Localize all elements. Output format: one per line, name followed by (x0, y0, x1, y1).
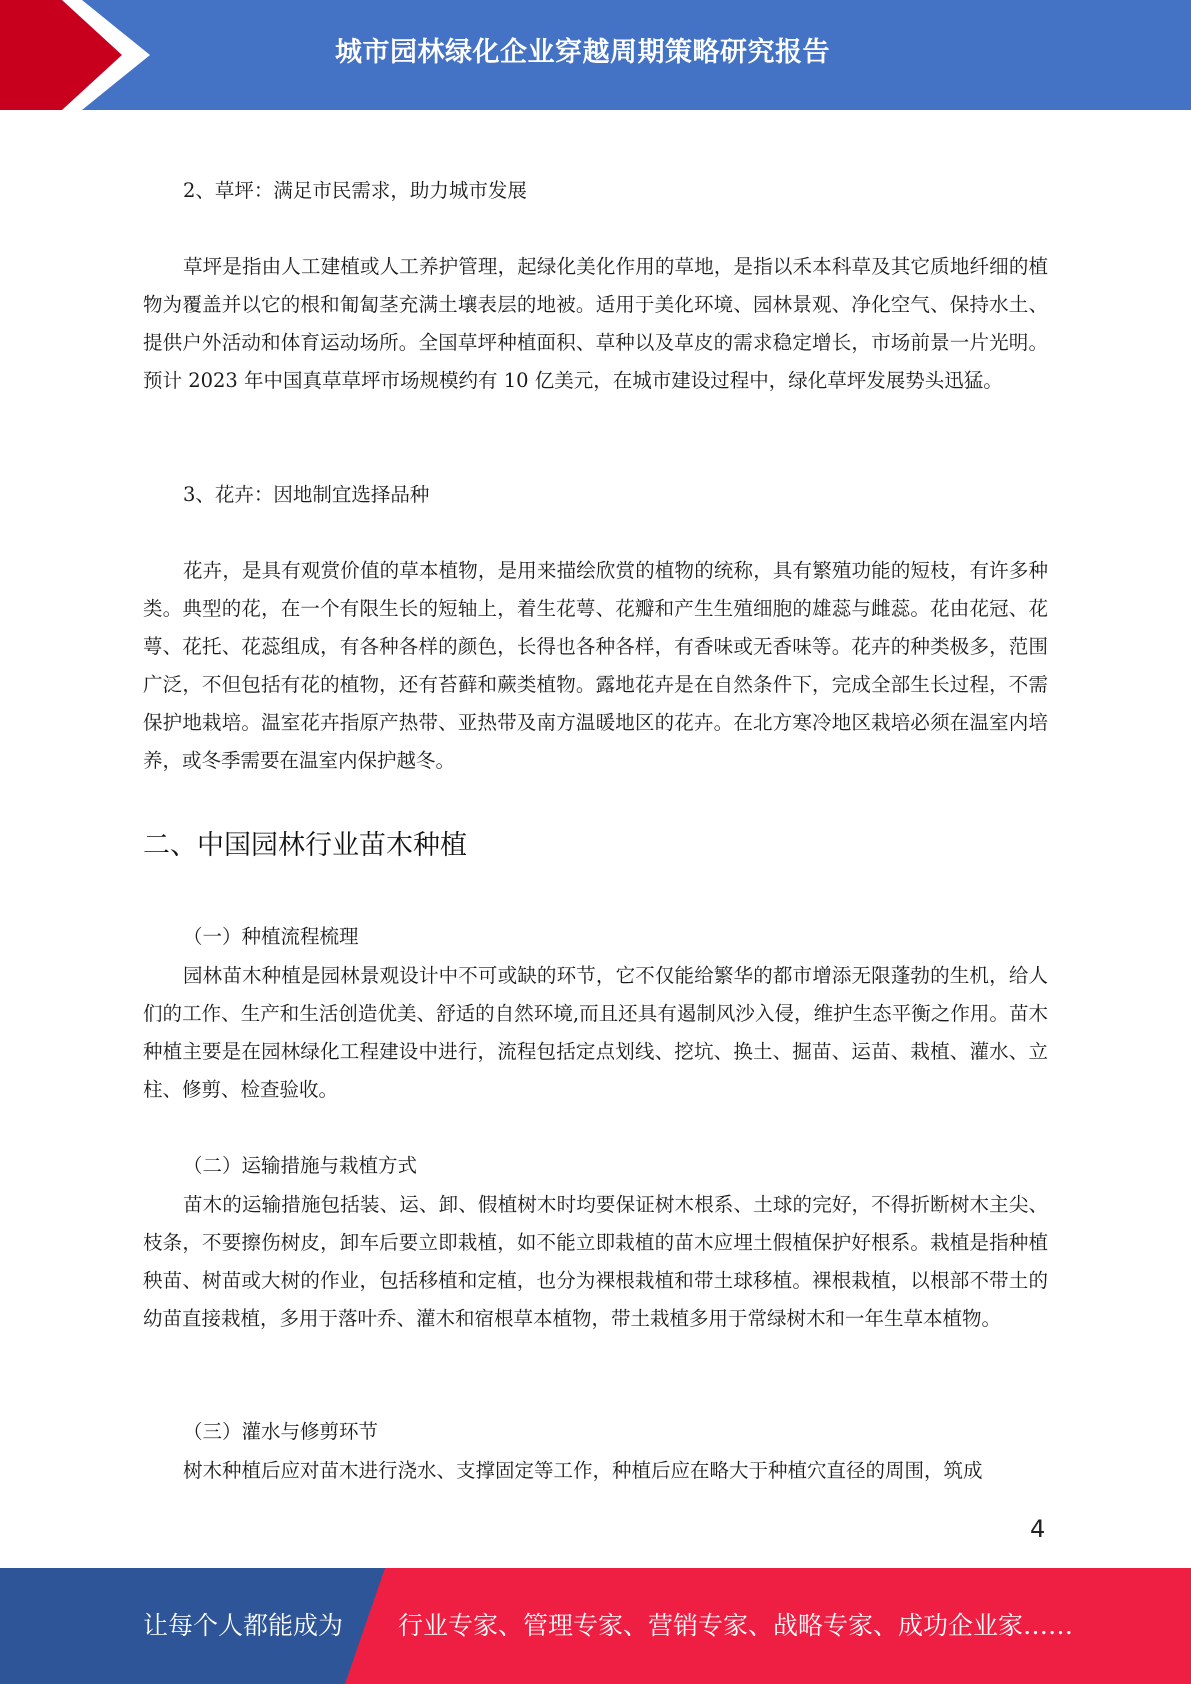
page-number: 4 (1030, 1515, 1046, 1543)
lawn-subheading: 2、草坪：满足市民需求，助力城市发展 (183, 179, 527, 202)
planting-subheading: （一）种植流程梳理 (183, 925, 359, 948)
watering-subheading: （三）灌水与修剪环节 (183, 1420, 379, 1443)
watering-paragraph: 树木种植后应对苗木进行浇水、支撑固定等工作，种植后应在略大于种植穴直径的周围，筑成 (183, 1459, 983, 1482)
footer-banner (0, 1568, 1191, 1684)
flower-subheading: 3、花卉：因地制宜选择品种 (183, 483, 430, 506)
lawn-paragraph: 草坪是指由人工建植或人工养护管理，起绿化美化作用的草地，是指以禾本科草及其它质地纤细的植物为覆盖并以它的根和匍匐茎充满土壤表层的地被。适用于美化环境、园林景观、净化空气、保持水土、提供户外活动和体育运动场所。全国草坪种植面积、草种以及草皮的需求稳定增长，市场前景一片光明。预计 2023 年中国真草草坪市场规模约有 10 亿美元，在城市建设过程中，绿化草坪发展势头迅猛。 (143, 255, 1048, 392)
footer-slogan-right: 行业专家、管理专家、营销专家、战略专家、成功企业家…… (398, 1611, 1074, 1640)
planting-paragraph: 园林苗木种植是园林景观设计中不可或缺的环节，它不仅能给繁华的都市增添无限蓬勃的生机，给人们的工作、生产和生活创造优美、舒适的自然环境,而且还具有遏制风沙入侵，维护生态平衡之作用。苗木种植主要是在园林绿化工程建设中进行，流程包括定点划线、挖坑、换土、掘苗、运苗、栽植、灌水、立柱、修剪、检查验收。 (143, 964, 1048, 1101)
flower-paragraph: 花卉，是具有观赏价值的草本植物，是用来描绘欣赏的植物的统称，具有繁殖功能的短枝，有许多种类。典型的花，在一个有限生长的短轴上，着生花萼、花瓣和产生生殖细胞的雄蕊与雌蕊。花由花冠、花萼、花托、花蕊组成，有各种各样的颜色，长得也各种各样，有香味或无香味等。花卉的种类极多，范围广泛，不但包括有花的植物，还有苔藓和蕨类植物。露地花卉是在自然条件下，完成全部生长过程，不需保护地栽培。温室花卉指原产热带、亚热带及南方温暖地区的花卉。在北方寒冷地区栽培必须在温室内培养，或冬季需要在温室内保护越冬。 (143, 559, 1048, 772)
transport-paragraph: 苗木的运输措施包括装、运、卸、假植树木时均要保证树木根系、土球的完好，不得折断树木主尖、枝条，不要擦伤树皮，卸车后要立即栽植，如不能立即栽植的苗木应埋土假植保护好根系。栽植是指种植秧苗、树苗或大树的作业，包括移植和定植，也分为裸根栽植和带土球移植。裸根栽植，以根部不带土的幼苗直接栽植，多用于落叶乔、灌木和宿根草本植物，带土栽植多用于常绿树木和一年生草本植物。 (143, 1193, 1048, 1330)
transport-subheading: （二）运输措施与栽植方式 (183, 1154, 418, 1177)
header-banner (0, 0, 1191, 110)
red-chevron-decoration (0, 0, 160, 110)
footer-slogan-left: 让每个人都能成为 (143, 1611, 344, 1640)
section-two-heading: 二、中国园林行业苗木种植 (143, 830, 467, 861)
report-title: 城市园林绿化企业穿越周期策略研究报告 (335, 37, 830, 68)
